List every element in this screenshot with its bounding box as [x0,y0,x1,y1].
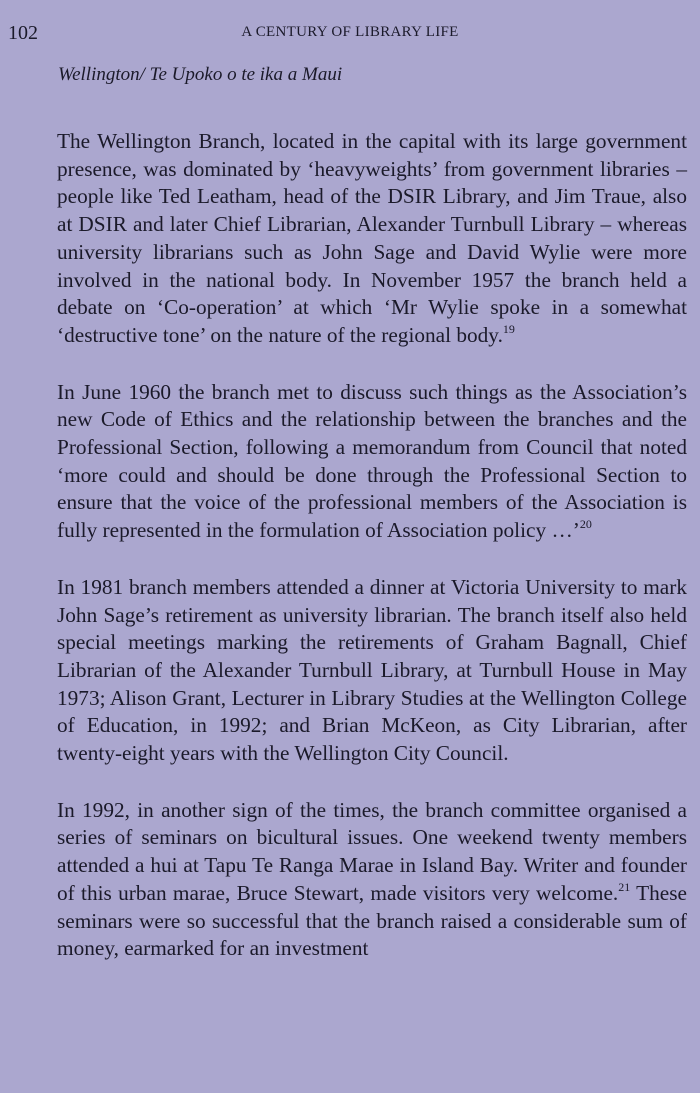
paragraph-retirements [57,574,687,768]
paragraph-bicultural-seminars [57,797,687,963]
paragraph-wellington-branch [57,128,687,350]
footnote-ref: 21 [618,879,631,894]
paragraph-text: In 1992, in another sign of the times, the branch committee organised a series of seminars on bicultural issues. One weekend twenty members attended a hui at Tapu Te Ranga Marae in Island Bay. Writer and founder of this urban marae, Bruce Stewart, made visitors very welcome. [57,797,687,905]
paragraph-june-1960 [57,379,687,545]
paragraph-text: In June 1960 the branch met to discuss such things as the Association’s new Code of Ethics and the relationship between the branches and the Professional Section, following a memorandum from Council that noted ‘more could and should be done through the Professional Section to ensure that the voice of the professional members of the Association is fully represented in the formulation of Association policy …’ [57,379,687,543]
footnote-ref: 20 [579,517,592,532]
paragraph-text: In 1981 branch members attended a dinner at Victoria University to mark John Sage’s retirement as university librarian. The branch itself also held special meetings marking the retirements of Graham Bagnall, Chief Librarian of the Alexander Turnbull Library, at Turnbull House in May 1973; Alison Grant, Lecturer in Library Studies at the Wellington College of Education, in 1992; and Brian McKeon, as City Librarian, after twenty-eight years with the Wellington City Council. [57,574,687,766]
paragraph-text-continued: These seminars were so successful that the branch raised a considerable sum of money, earmarked for an investment [57,880,687,961]
paragraph-text: The Wellington Branch, located in the capital with its large government presence, was dominated by ‘heavyweights’ from government libraries – people like Ted Leatham, head of the DSIR Library, and Jim Traue, also at DSIR and later Chief Librarian, Alexander Turnbull Library – whereas university librarians such as John Sage and David Wylie were more involved in the national body. In November 1957 the branch held a debate on ‘Co-operation’ at which ‘Mr Wylie spoke in a somewhat ‘destructive tone’ on the nature of the regional body. [57,129,687,347]
running-head: A CENTURY OF LIBRARY LIFE [241,24,459,40]
footnote-ref: 19 [502,321,515,336]
body-text [57,128,687,992]
page-number: 102 [8,22,38,44]
section-heading: Wellington/ Te Upoko o te ika a Maui [58,64,343,85]
